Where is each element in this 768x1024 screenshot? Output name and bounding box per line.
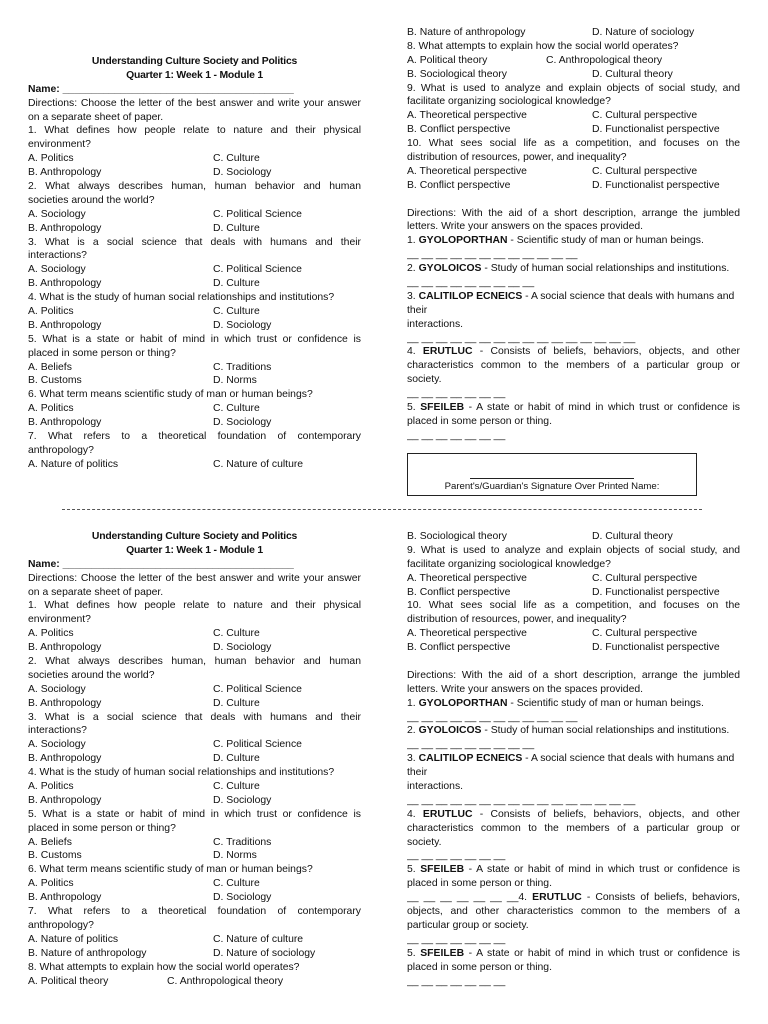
choice-row	[407, 586, 740, 600]
answer-blank: __ __ __ __ __ __ __	[407, 975, 506, 987]
choice-a: A. Sociology	[28, 683, 86, 695]
choice-b: B. Conflict perspective	[407, 642, 511, 654]
question-text: distribution of resources, power, and inequality?	[407, 614, 627, 626]
worksheet-subtitle: Quarter 1: Week 1 - Module 1	[126, 69, 263, 81]
choice-row	[28, 627, 361, 641]
choice-row	[407, 109, 740, 123]
answer-blank: __ __ __ __ __ __ __ __ __	[407, 277, 535, 289]
choice-row	[28, 891, 361, 905]
choice-a: A. Theoretical perspective	[407, 628, 527, 640]
jumbled-desc: society.	[407, 836, 442, 848]
question-text: facilitate organizing sociological knowledge?	[407, 558, 611, 570]
directions-line: on a separate sheet of paper.	[28, 111, 164, 123]
jumbled-item: 4. ERUTLUC - Consists of beliefs, behaviors, objects, and other	[407, 346, 740, 358]
choice-row	[28, 683, 361, 697]
choice-row	[407, 627, 740, 641]
question-text: 8. What attempts to explain how the social world operates?	[28, 961, 300, 973]
choice-b: B. Anthropology	[28, 167, 102, 179]
directions-line: on a separate sheet of paper.	[28, 586, 164, 598]
choice-a: A. Politics	[28, 306, 74, 318]
directions-line: Directions: Choose the letter of the best answer and write your answer	[28, 97, 361, 109]
choice-row	[407, 68, 740, 82]
choice-b: B. Nature of anthropology	[407, 27, 526, 38]
directions-line: Directions: Choose the letter of the best answer and write your answer	[28, 572, 361, 584]
choice-row	[407, 54, 740, 68]
choice-row	[28, 416, 361, 430]
jumbled-word: GYOLOICOS	[418, 725, 482, 737]
answer-blank: __ __ __ __ __ __ __ __ __ __ __ __ __ __ __ __	[407, 332, 636, 344]
question-text: 4. What is the study of human social relationships and institutions?	[28, 292, 335, 304]
choice-row	[28, 208, 361, 222]
choice-c: C. Political Science	[213, 739, 302, 751]
choice-d: D. Sociology	[213, 417, 272, 429]
name-field: Name: ________________________________________	[28, 558, 294, 570]
question-text: interactions?	[28, 725, 87, 737]
choice-c: C. Political Science	[213, 208, 302, 220]
jumbled-item: 3. CALITILOP ECNEICS - A social science that deals with humans and	[407, 753, 735, 765]
jumbled-desc: placed in some person or thing.	[407, 961, 552, 973]
choice-a: A. Nature of politics	[28, 458, 119, 470]
choice-c: C. Cultural perspective	[592, 572, 698, 584]
jumbled-desc: characteristics common to the members of a particular group or	[407, 822, 740, 834]
choice-d: D. Culture	[213, 697, 260, 709]
jumbled-item: 4. ERUTLUC - Consists of beliefs, behaviors, objects, and other	[407, 808, 740, 820]
question-text: 2. What always describes human, human behavior and human	[28, 181, 361, 193]
choice-row	[28, 277, 361, 291]
question-text: 5. What is a state or habit of mind in which trust or confidence is	[28, 333, 361, 345]
jumbled-word: SFEILEB	[420, 402, 465, 414]
choice-c: C. Culture	[213, 878, 260, 890]
choice-d: D. Culture	[213, 222, 260, 234]
choice-c: C. Culture	[213, 153, 260, 165]
jumbled-item: 2. GYOLOICOS - Study of human social relationships and institutions.	[407, 263, 730, 275]
answer-blank: __ __ __ __ __ __ __	[407, 388, 506, 400]
choice-d: D. Cultural theory	[592, 531, 673, 542]
question-text: interactions?	[28, 250, 87, 262]
choice-d: D. Nature of sociology	[213, 947, 316, 959]
jumbled-desc: particular group or society.	[407, 919, 529, 931]
choice-d: D. Culture	[213, 278, 260, 290]
choice-a: A. Politics	[28, 878, 74, 890]
choice-c: C. Political Science	[213, 264, 302, 276]
jumbled-word: ERUTLUC	[422, 346, 473, 358]
worksheet-title: Understanding Culture Society and Politics	[91, 56, 298, 67]
choice-c: C. Anthropological theory	[167, 975, 284, 987]
jumbled-word: ERUTLUC	[422, 808, 473, 820]
jumbled-desc: interactions.	[407, 318, 464, 330]
choice-d: D. Norms	[213, 375, 257, 387]
question-text: 1. What defines how people relate to nature and their physical	[28, 600, 361, 612]
choice-row	[28, 697, 361, 711]
question-text: placed in some person or thing?	[28, 347, 176, 359]
question-text: environment?	[28, 614, 91, 626]
choice-row	[28, 374, 361, 388]
answer-blank: __ __ __ __ __ __ __	[407, 850, 506, 862]
jumbled-desc: interactions.	[407, 781, 464, 793]
jumbled-desc: objects, and other characteristics common to the members of a	[407, 906, 740, 918]
choice-row	[407, 572, 740, 586]
choice-a: A. Sociology	[28, 264, 86, 276]
choice-d: D. Functionalist perspective	[592, 586, 720, 598]
choice-c: C. Nature of culture	[213, 458, 304, 470]
directions-line: Directions: With the aid of a short description, arrange the jumbled	[407, 207, 740, 219]
question-text: societies around the world?	[28, 669, 155, 681]
top-left-column	[28, 55, 361, 472]
signature-box	[407, 453, 697, 496]
question-text: 6. What term means scientific study of man or human beings?	[28, 389, 313, 401]
choice-b: B. Anthropology	[28, 753, 102, 765]
choice-row	[28, 933, 361, 947]
question-text: distribution of resources, power, and inequality?	[407, 152, 627, 164]
jumbled-word: GYOLOPORTHAN	[418, 697, 508, 709]
choice-row	[28, 402, 361, 416]
choice-a: A. Sociology	[28, 739, 86, 751]
choice-row	[28, 152, 361, 166]
choice-a: A. Theoretical perspective	[407, 165, 527, 177]
jumbled-item: 5. SFEILEB - A state or habit of mind in which trust or confidence is	[407, 864, 740, 876]
answer-blank: __ __ __ __ __ __ __ __ __ __ __ __ __ __ __ __	[407, 794, 636, 806]
choice-a: A. Politics	[28, 628, 74, 640]
choice-a: A. Nature of politics	[28, 933, 119, 945]
choice-row	[28, 641, 361, 655]
question-text: 1. What defines how people relate to nature and their physical	[28, 125, 361, 137]
choice-b: B. Nature of anthropology	[28, 947, 147, 959]
jumbled-desc: placed in some person or thing.	[407, 878, 552, 890]
name-field: Name: ________________________________________	[28, 83, 294, 95]
question-text: 3. What is a social science that deals with humans and their	[28, 236, 361, 248]
choice-b: B. Customs	[28, 850, 82, 862]
choice-a: A. Political theory	[28, 975, 109, 987]
worksheet-title: Understanding Culture Society and Politics	[91, 531, 298, 542]
jumbled-word: ERUTLUC	[532, 892, 582, 904]
cut-line	[62, 509, 702, 510]
jumbled-item: 1. GYOLOPORTHAN - Scientific study of man or human beings.	[407, 235, 704, 247]
choice-c: C. Nature of culture	[213, 933, 304, 945]
choice-b: B. Customs	[28, 375, 82, 387]
choice-c: C. Culture	[213, 403, 260, 415]
question-text: 3. What is a social science that deals with humans and their	[28, 711, 361, 723]
jumbled-item: __ __ __ __ __ __ __4. ERUTLUC - Consists of beliefs, behaviors,	[407, 892, 740, 904]
choice-a: A. Sociology	[28, 208, 86, 220]
choice-row	[407, 123, 740, 137]
choice-b: B. Anthropology	[28, 278, 102, 290]
choice-b: B. Conflict perspective	[407, 179, 511, 191]
choice-a: A. Theoretical perspective	[407, 572, 527, 584]
question-text: facilitate organizing sociological knowledge?	[407, 96, 611, 108]
choice-b: B. Anthropology	[28, 319, 102, 331]
choice-row	[28, 794, 361, 808]
question-text: placed in some person or thing?	[28, 822, 176, 834]
choice-row	[28, 836, 361, 850]
worksheet-subtitle: Quarter 1: Week 1 - Module 1	[126, 544, 263, 556]
choice-d: D. Culture	[213, 753, 260, 765]
choice-d: D. Sociology	[213, 167, 272, 179]
choice-b: B. Anthropology	[28, 794, 102, 806]
question-text: anthropology?	[28, 444, 94, 456]
question-text: 2. What always describes human, human behavior and human	[28, 656, 361, 668]
choice-row	[28, 263, 361, 277]
choice-row	[28, 305, 361, 319]
question-text: 9. What is used to analyze and explain objects of social study, and	[407, 82, 740, 94]
choice-c: C. Cultural perspective	[592, 628, 698, 640]
jumbled-word: GYOLOPORTHAN	[418, 235, 508, 247]
choice-d: D. Sociology	[213, 642, 272, 654]
choice-a: A. Beliefs	[28, 836, 72, 848]
choice-c: C. Traditions	[213, 361, 272, 373]
choice-c: C. Cultural perspective	[592, 110, 698, 122]
choice-a: A. Politics	[28, 781, 74, 793]
choice-row	[28, 166, 361, 180]
jumbled-item: 5. SFEILEB - A state or habit of mind in which trust or confidence is	[407, 402, 740, 414]
question-text: 8. What attempts to explain how the social world operates?	[407, 40, 679, 52]
jumbled-word: CALITILOP ECNEICS	[418, 290, 523, 302]
choice-row	[407, 165, 740, 179]
choice-row	[407, 26, 740, 40]
jumbled-desc: their	[407, 304, 428, 316]
question-text: 7. What refers to a theoretical foundation of contemporary	[28, 906, 361, 918]
choice-row	[407, 530, 740, 544]
answer-blank: __ __ __ __ __ __ __ __ __ __ __ __	[407, 249, 578, 261]
choice-row	[28, 319, 361, 333]
jumbled-word: GYOLOICOS	[418, 263, 482, 275]
question-text: 6. What term means scientific study of man or human beings?	[28, 864, 313, 876]
question-text: 5. What is a state or habit of mind in which trust or confidence is	[28, 808, 361, 820]
choice-c: C. Political Science	[213, 683, 302, 695]
choice-b: B. Sociological theory	[407, 531, 507, 542]
jumbled-word: CALITILOP ECNEICS	[418, 753, 523, 765]
question-text: 7. What refers to a theoretical foundation of contemporary	[28, 431, 361, 443]
question-text: 9. What is used to analyze and explain objects of social study, and	[407, 544, 740, 556]
top-right-column	[407, 26, 740, 443]
choice-row	[28, 877, 361, 891]
choice-b: B. Anthropology	[28, 222, 102, 234]
choice-b: B. Anthropology	[28, 417, 102, 429]
question-text: 10. What sees social life as a competition, and focuses on the	[407, 138, 740, 150]
choice-row	[28, 947, 361, 961]
answer-blank: __ __ __ __ __ __ __	[407, 429, 506, 441]
bottom-right-column	[407, 530, 740, 988]
choice-d: D. Functionalist perspective	[592, 124, 720, 136]
choice-b: B. Sociological theory	[407, 68, 507, 80]
choice-d: D. Norms	[213, 850, 257, 862]
choice-b: B. Conflict perspective	[407, 586, 511, 598]
choice-c: C. Cultural perspective	[592, 165, 698, 177]
choice-c: C. Anthropological theory	[546, 54, 663, 66]
choice-row	[28, 849, 361, 863]
choice-c: C. Traditions	[213, 836, 272, 848]
choice-d: D. Sociology	[213, 794, 272, 806]
directions-line: letters. Write your answers on the spaces provided.	[407, 683, 644, 695]
choice-a: A. Beliefs	[28, 361, 72, 373]
question-text: 10. What sees social life as a competition, and focuses on the	[407, 600, 740, 612]
choice-a: A. Politics	[28, 403, 74, 415]
question-text: anthropology?	[28, 919, 94, 931]
jumbled-desc: their	[407, 767, 428, 779]
choice-row	[28, 780, 361, 794]
choice-b: B. Anthropology	[28, 697, 102, 709]
choice-row	[28, 975, 361, 989]
jumbled-desc: placed in some person or thing.	[407, 415, 552, 427]
choice-d: D. Sociology	[213, 319, 272, 331]
jumbled-item: 5. SFEILEB - A state or habit of mind in which trust or confidence is	[407, 947, 740, 959]
choice-d: D. Cultural theory	[592, 68, 673, 80]
choice-d: D. Sociology	[213, 892, 272, 904]
choice-b: B. Anthropology	[28, 892, 102, 904]
choice-row	[28, 752, 361, 766]
choice-b: B. Anthropology	[28, 642, 102, 654]
choice-a: A. Politics	[28, 153, 74, 165]
choice-row	[28, 222, 361, 236]
jumbled-word: SFEILEB	[420, 947, 465, 959]
choice-row	[28, 738, 361, 752]
question-text: societies around the world?	[28, 194, 155, 206]
bottom-left-column	[28, 530, 361, 988]
choice-row	[407, 641, 740, 655]
jumbled-item: 1. GYOLOPORTHAN - Scientific study of man or human beings.	[407, 697, 704, 709]
question-text: environment?	[28, 139, 91, 151]
jumbled-item: 3. CALITILOP ECNEICS - A social science that deals with humans and	[407, 290, 735, 302]
answer-blank: __ __ __ __ __ __ __ __ __	[407, 739, 535, 751]
choice-a: A. Political theory	[407, 54, 488, 66]
signature-label: Parent's/Guardian's Signature Over Printed Name:	[444, 481, 660, 492]
jumbled-desc: characteristics common to the members of a particular group or	[407, 360, 740, 372]
answer-blank: __ __ __ __ __ __ __ __ __ __ __ __	[407, 711, 578, 723]
choice-c: C. Culture	[213, 781, 260, 793]
answer-blank: __ __ __ __ __ __ __	[407, 933, 506, 945]
choice-c: C. Culture	[213, 306, 260, 318]
directions-line: Directions: With the aid of a short description, arrange the jumbled	[407, 669, 740, 681]
choice-row	[407, 179, 740, 193]
choice-row	[28, 361, 361, 375]
choice-b: B. Conflict perspective	[407, 124, 511, 136]
choice-d: D. Functionalist perspective	[592, 179, 720, 191]
choice-d: D. Nature of sociology	[592, 27, 695, 38]
jumbled-word: SFEILEB	[420, 864, 465, 876]
question-text: 4. What is the study of human social relationships and institutions?	[28, 767, 335, 779]
choice-row	[28, 458, 361, 472]
choice-a: A. Theoretical perspective	[407, 110, 527, 122]
directions-line: letters. Write your answers on the spaces provided.	[407, 221, 644, 233]
jumbled-item: 2. GYOLOICOS - Study of human social relationships and institutions.	[407, 725, 730, 737]
jumbled-desc: society.	[407, 374, 442, 386]
signature-line	[470, 478, 634, 479]
choice-d: D. Functionalist perspective	[592, 642, 720, 654]
choice-c: C. Culture	[213, 628, 260, 640]
